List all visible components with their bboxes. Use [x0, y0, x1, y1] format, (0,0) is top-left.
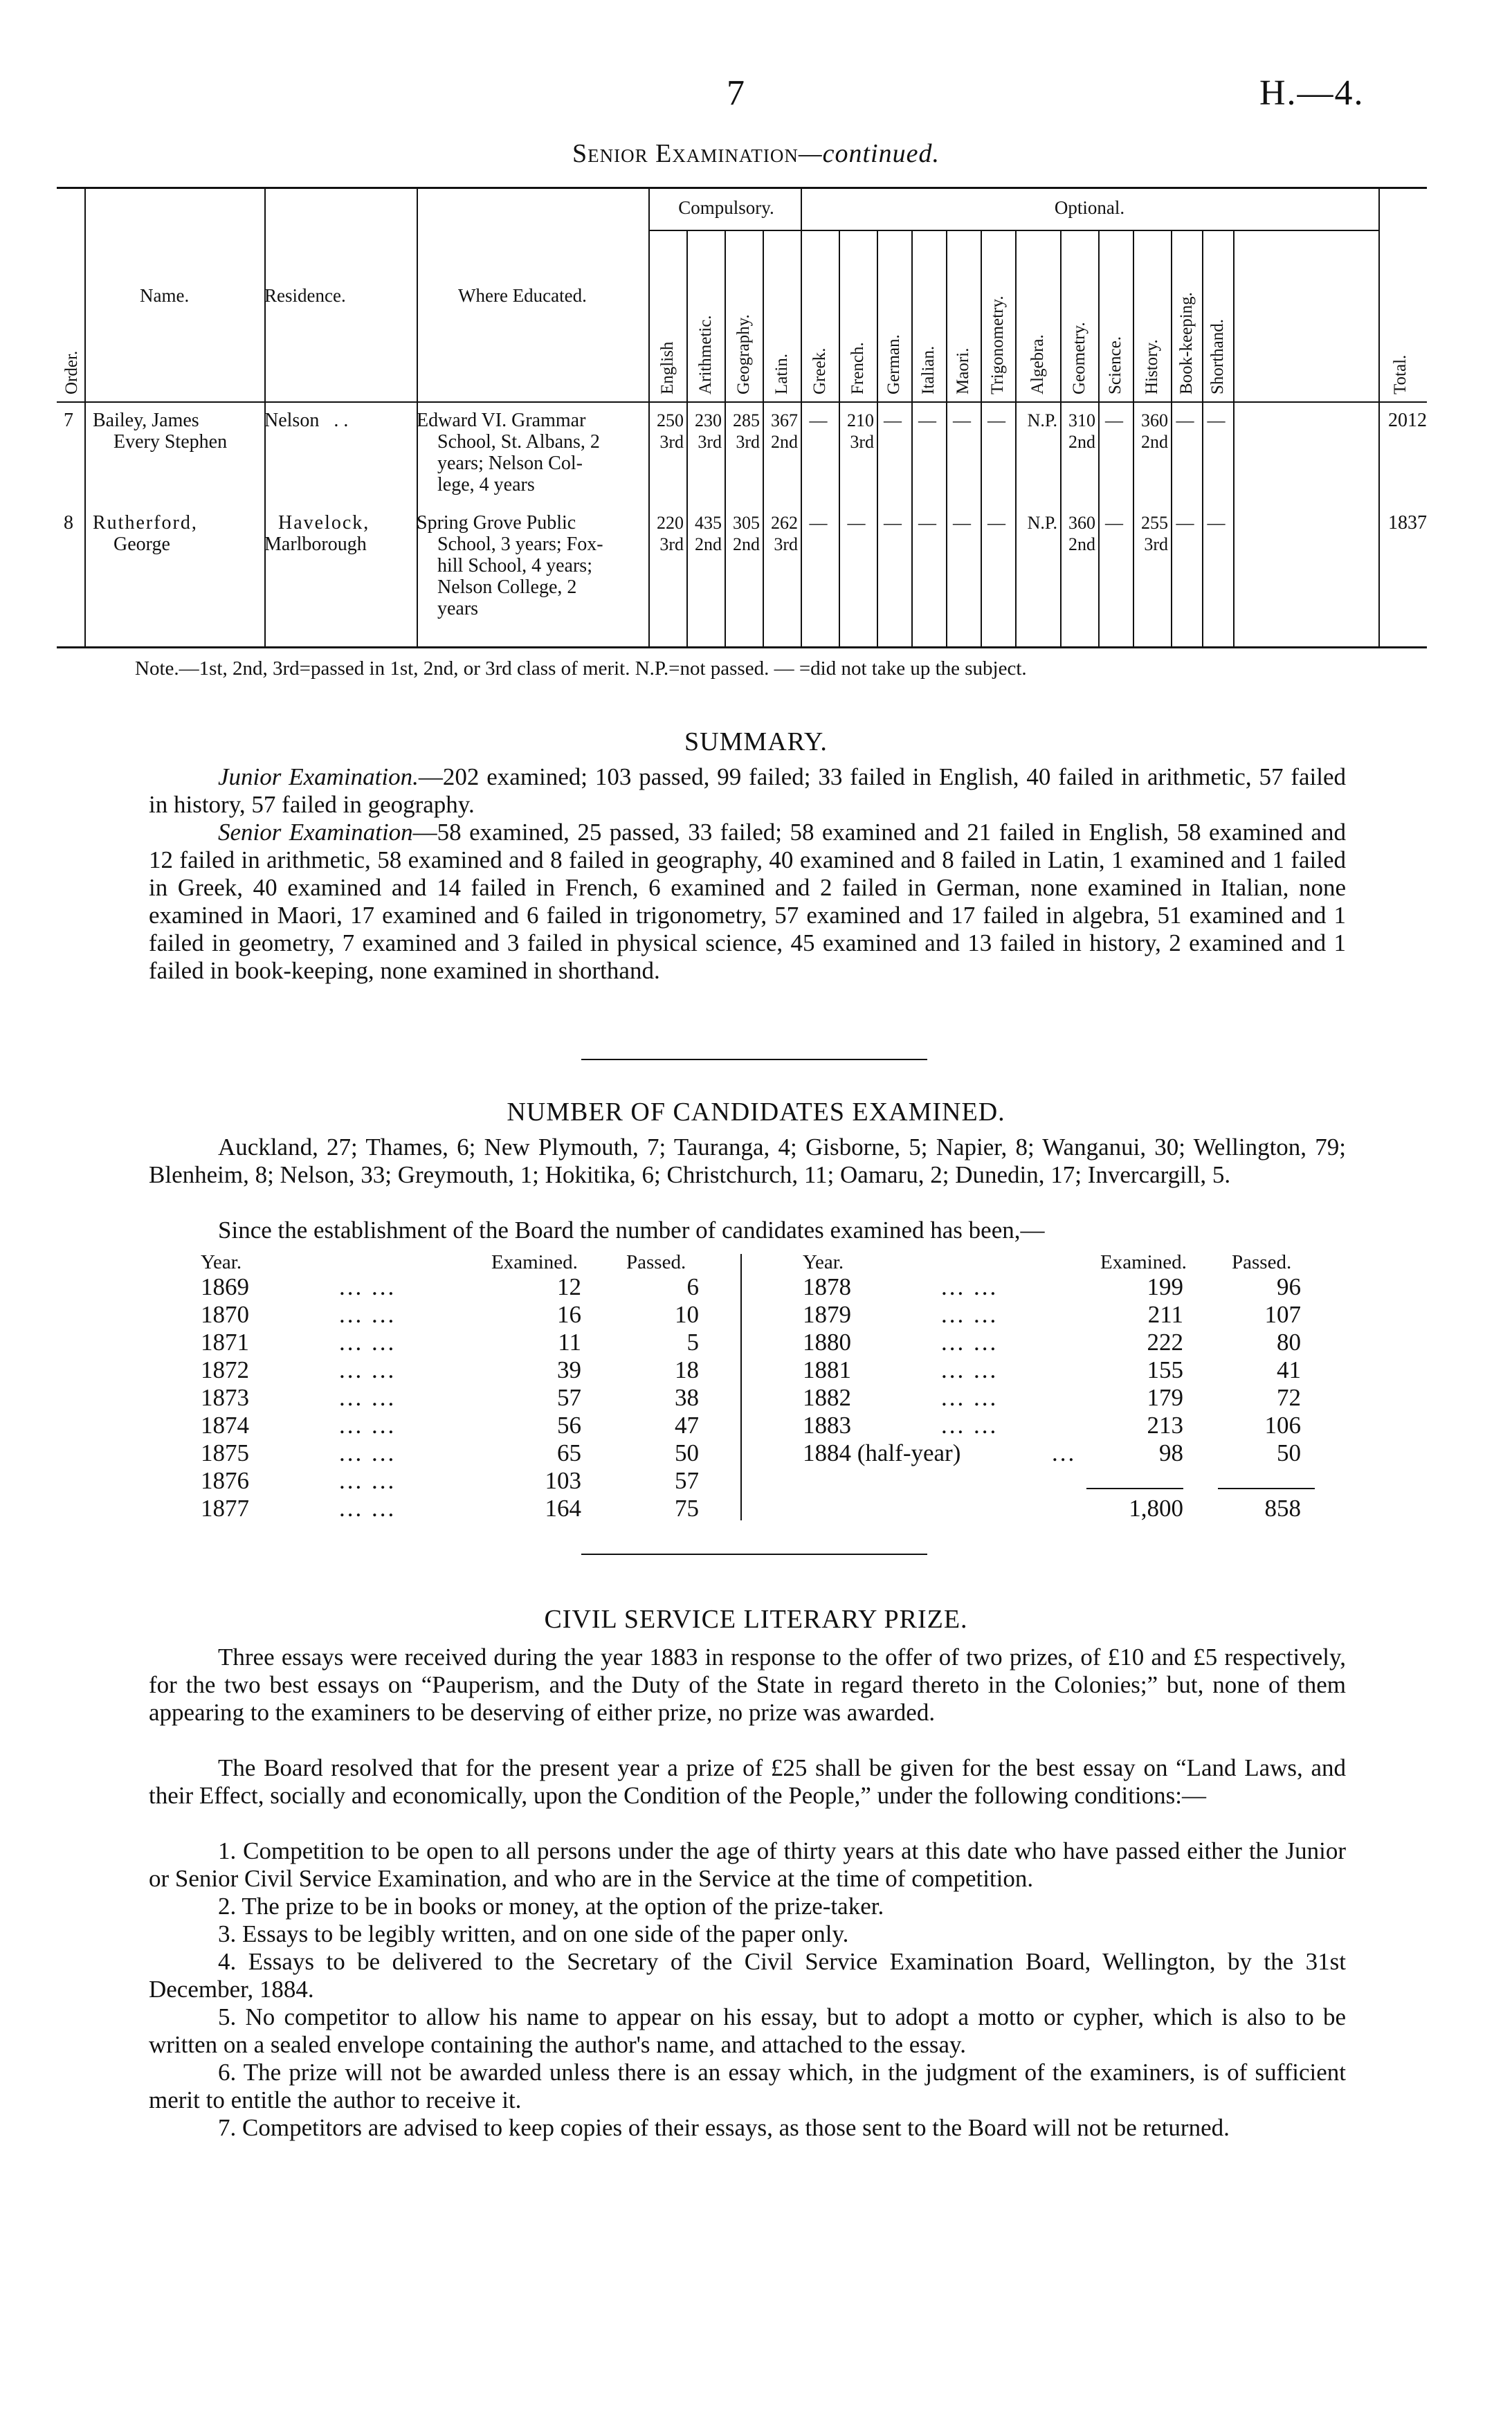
leader-dots: ... ... — [941, 1412, 999, 1439]
mark-cell — [981, 512, 1012, 534]
mark-class: 2nd — [771, 432, 798, 452]
table-row — [201, 1467, 734, 1495]
totals-row — [803, 1495, 1329, 1522]
table-row — [803, 1273, 1329, 1301]
examined: 222 — [1147, 1329, 1183, 1356]
mark-cell — [1098, 512, 1130, 534]
mark-value: — — [1207, 410, 1226, 430]
row-educated — [417, 512, 645, 619]
name-line: Rutherford, — [93, 512, 198, 534]
header-order: Order. — [62, 350, 81, 394]
header-residence: Residence. — [264, 285, 346, 306]
summary-junior — [149, 763, 1346, 819]
mark-value: — — [809, 513, 828, 533]
year: 1873 — [201, 1384, 249, 1411]
mark-class: 3rd — [1144, 534, 1168, 554]
leader-dots: ... ... — [941, 1384, 999, 1411]
column-rule — [946, 231, 947, 646]
table-row — [803, 1329, 1329, 1356]
passed: 18 — [675, 1356, 699, 1383]
col-year: Year. — [803, 1251, 844, 1273]
leader-dots: ... ... — [941, 1356, 999, 1383]
mark-value: 230 — [695, 410, 722, 430]
leader-dots: ... ... — [941, 1301, 999, 1328]
mark-class: 3rd — [659, 432, 684, 452]
senior-examination-table — [57, 187, 1427, 650]
residence-line: Marlborough — [264, 534, 367, 555]
column-rule — [1015, 231, 1017, 646]
educated-line: Spring Grove Public — [417, 512, 576, 534]
mark-value: — — [1176, 513, 1194, 533]
junior-label: Junior Examination. — [218, 763, 419, 790]
passed: 75 — [675, 1495, 699, 1522]
mark-cell — [877, 512, 909, 534]
section-divider — [581, 1554, 927, 1555]
mark-cell — [1060, 512, 1095, 555]
mark-value: 305 — [733, 513, 760, 533]
leader-dots: ... ... — [339, 1495, 397, 1522]
name-line: George — [113, 534, 170, 555]
condition-item: 2. The prize to be in books or money, at the option of the prize-taker. — [218, 1893, 884, 1920]
total-rule-passed — [1218, 1488, 1315, 1489]
table-top-rule — [57, 187, 1427, 189]
header-subject: Science. — [1106, 336, 1124, 394]
summary-heading: SUMMARY. — [684, 727, 828, 756]
educated-line: School, 3 years; Fox- — [437, 534, 603, 555]
year: 1878 — [803, 1273, 851, 1300]
row-residence — [264, 512, 410, 555]
prize-heading: CIVIL SERVICE LITERARY PRIZE. — [544, 1605, 968, 1634]
leader-dots: ... ... — [339, 1329, 397, 1356]
examined: 16 — [557, 1301, 581, 1328]
mark-class: 2nd — [1141, 432, 1168, 452]
header-subject: Shorthand. — [1208, 318, 1227, 394]
year: 1879 — [803, 1301, 851, 1328]
passed: 80 — [1277, 1329, 1301, 1356]
leader-dots: ... ... — [941, 1329, 999, 1356]
row-total: 1837 — [1388, 512, 1427, 534]
mark-cell — [981, 410, 1012, 431]
mark-cell — [801, 410, 836, 431]
year: 1869 — [201, 1273, 249, 1300]
passed: 47 — [675, 1412, 699, 1439]
col-passed: Passed. — [1232, 1251, 1292, 1273]
column-rule — [1378, 187, 1380, 646]
table-row — [201, 1356, 734, 1384]
leader-dots: ... ... — [339, 1412, 397, 1439]
year: 1882 — [803, 1384, 851, 1411]
passed: 38 — [675, 1384, 699, 1411]
leader-dots: ... ... — [339, 1439, 397, 1466]
leader-dots: ... ... — [339, 1356, 397, 1383]
educated-line: hill School, 4 years; — [437, 555, 592, 576]
header-subject: Book-keeping. — [1177, 292, 1196, 394]
year: 1881 — [803, 1356, 851, 1383]
mark-cell — [648, 512, 684, 555]
mark-cell — [686, 410, 722, 453]
column-rule — [1171, 231, 1172, 646]
header-name: Name. — [140, 285, 190, 306]
mark-cell — [946, 512, 978, 534]
header-subject: French. — [848, 342, 867, 394]
mark-value: 250 — [657, 410, 684, 430]
mark-cell — [839, 410, 874, 453]
mark-value: — — [1207, 513, 1226, 533]
row-total: 2012 — [1388, 410, 1427, 431]
table-row — [201, 1495, 734, 1522]
header-where-educated: Where Educated. — [458, 285, 587, 306]
section-divider — [581, 1059, 927, 1060]
passed: 96 — [1277, 1273, 1301, 1300]
examined: 213 — [1147, 1412, 1183, 1439]
column-rule — [877, 231, 878, 646]
table-row — [201, 1439, 734, 1467]
mark-cell — [686, 512, 722, 555]
leader-dots: ... ... — [339, 1467, 397, 1494]
mark-class: 2nd — [733, 534, 760, 554]
candidates-towns: Auckland, 27; Thames, 6; New Plymouth, 7; Tauranga, 4; Gisborne, 5; Napier, 8; Wanganui, 30; Wellington, 79; Blenheim, 8; Nelson, 33; Greymouth, 1; Hokitika, 6; Christchurch, 11; Oamaru, 2; Dunedin, 17; Invercargill, 5. — [149, 1134, 1346, 1188]
table-bottom-rule — [57, 646, 1427, 648]
table-title-main: Senior Examination — [572, 139, 799, 168]
header-total: Total. — [1391, 354, 1410, 394]
examined: 56 — [557, 1412, 581, 1439]
mark-value: 360 — [1141, 410, 1168, 430]
mark-cell — [648, 410, 684, 453]
candidates-table-left — [201, 1251, 734, 1542]
mark-value: N.P. — [1027, 513, 1057, 533]
condition-item: 3. Essays to be legibly written, and on one side of the paper only. — [218, 1920, 849, 1947]
total-examined: 1,800 — [1129, 1495, 1183, 1522]
row-residence: Nelson . . — [264, 410, 349, 431]
mark-value: — — [809, 410, 828, 430]
col-examined: Examined. — [491, 1251, 578, 1273]
examined: 103 — [545, 1467, 581, 1494]
senior-label: Senior Examination — [218, 819, 413, 846]
column-rule — [911, 231, 913, 646]
passed: 72 — [1277, 1384, 1301, 1411]
examined: 11 — [558, 1329, 581, 1356]
examined: 199 — [1147, 1273, 1183, 1300]
passed: 10 — [675, 1301, 699, 1328]
table-row — [201, 1412, 734, 1439]
condition-item: 1. Competition to be open to all persons under the age of thirty years at this date who have passed either the Junior or Senior Civil Service Examination, and who are in the Service at the time of competition. — [149, 1837, 1346, 1892]
year: 1871 — [201, 1329, 249, 1356]
condition-item: 5. No competitor to allow his name to appear on his essay, but to adopt a motto or cypher, which is also to be written on a sealed envelope containing the author's name, and attached to the essay. — [149, 2003, 1346, 2058]
table-row — [201, 1329, 734, 1356]
examined: 57 — [557, 1384, 581, 1411]
junior-text: —202 examined; 103 passed, 99 failed; 33 failed in English, 40 failed in arithmetic, 57 failed in history, 57 failed in geography. — [149, 763, 1346, 818]
mark-cell — [1171, 410, 1199, 431]
mark-class: 2nd — [1068, 534, 1095, 554]
mark-value: — — [847, 513, 866, 533]
candidates-table-right — [803, 1251, 1329, 1542]
mark-value: 435 — [695, 513, 722, 533]
header-optional: Optional. — [1054, 197, 1125, 218]
examined: 211 — [1147, 1301, 1183, 1328]
educated-line: years; Nelson Col- — [437, 453, 583, 474]
mark-class: 3rd — [774, 534, 798, 554]
row-name — [93, 410, 280, 453]
mark-cell — [1015, 512, 1057, 534]
mark-class: 2nd — [1068, 432, 1095, 452]
mark-cell — [801, 512, 836, 534]
row-educated — [417, 410, 645, 495]
mark-cell — [1060, 410, 1095, 453]
mark-cell — [911, 512, 943, 534]
prize-conditions — [149, 1837, 1346, 2142]
mark-value: 210 — [847, 410, 874, 430]
year: 1880 — [803, 1329, 851, 1356]
table-row — [201, 1301, 734, 1329]
table-note: Note.—1st, 2nd, 3rd=passed in 1st, 2nd, or 3rd class of merit. N.P.=not passed. — =did not take up the subject. — [135, 657, 1027, 680]
leader-dots: ... ... — [339, 1301, 397, 1328]
year: 1872 — [201, 1356, 249, 1383]
header-subject: German. — [884, 334, 903, 394]
year: 1876 — [201, 1467, 249, 1494]
passed: 50 — [1277, 1439, 1301, 1466]
senior-text: —58 examined, 25 passed, 33 failed; 58 examined and 21 failed in English, 58 examined and 12 failed in arithmetic, 58 examined and 8 failed in geography, 40 examined and 8 failed in Latin, 1 examined and 1 failed in Greek, 40 examined and 14 failed in French, 6 examined and 2 failed in German, none examined in Italian, none examined in Maori, 17 examined and 6 failed in trigonometry, 57 examined and 17 failed in algebra, 51 examined and 1 failed in geometry, 7 examined and 3 failed in physical science, 45 examined and 13 failed in history, 2 examined and 1 failed in book-keeping, none examined in shorthand. — [149, 819, 1346, 984]
col-passed: Passed. — [626, 1251, 686, 1273]
page-number: 7 — [727, 73, 745, 113]
mark-value: 220 — [657, 513, 684, 533]
col-examined: Examined. — [1100, 1251, 1187, 1273]
header-subject: Geometry. — [1070, 322, 1089, 394]
passed: 107 — [1264, 1301, 1301, 1328]
passed: 41 — [1277, 1356, 1301, 1383]
mark-value: — — [918, 410, 936, 430]
examined: 179 — [1147, 1384, 1183, 1411]
mark-cell — [1133, 410, 1168, 453]
educated-line: Nelson College, 2 — [437, 576, 577, 598]
passed: 57 — [675, 1467, 699, 1494]
condition-item: 6. The prize will not be awarded unless there is an essay which, in the judgment of the examiners, is of sufficient merit to entitle the author to receive it. — [149, 2059, 1346, 2113]
row-order: 7 — [64, 410, 73, 431]
mark-class: 3rd — [698, 432, 722, 452]
column-rule — [1202, 231, 1203, 646]
mark-cell — [763, 512, 798, 555]
year: 1870 — [201, 1301, 249, 1328]
column-rule — [1233, 231, 1235, 646]
header-subject: Arithmetic. — [696, 315, 715, 394]
educated-line: years — [437, 598, 479, 619]
candidates-table-divider — [740, 1254, 742, 1520]
mark-value: — — [884, 410, 902, 430]
table-row — [201, 1384, 734, 1412]
mark-value: 367 — [771, 410, 798, 430]
total-passed: 858 — [1264, 1495, 1301, 1522]
header-bottom-rule — [57, 401, 1427, 403]
header-subject: Greek. — [810, 347, 829, 394]
row-order: 8 — [64, 512, 73, 534]
mark-cell — [1015, 410, 1057, 431]
examined: 65 — [557, 1439, 581, 1466]
passed: 50 — [675, 1439, 699, 1466]
table-title-continued: —continued. — [798, 139, 940, 168]
leader-dots: ... ... — [339, 1273, 397, 1300]
header-subject: Geography. — [734, 314, 753, 394]
mark-cell — [877, 410, 909, 431]
year: 1877 — [201, 1495, 249, 1522]
table-row — [803, 1301, 1329, 1329]
mark-value: — — [1176, 410, 1194, 430]
educated-line: Edward VI. Grammar — [417, 410, 586, 431]
mark-value: 255 — [1141, 513, 1168, 533]
header-subject: Italian. — [919, 345, 938, 394]
table-row — [803, 1412, 1329, 1439]
mark-value: — — [987, 513, 1005, 533]
header-subject: Latin. — [772, 353, 791, 394]
mark-value: N.P. — [1027, 410, 1057, 430]
condition-item: 4. Essays to be delivered to the Secretary of the Civil Service Examination Board, Wellington, by the 31st December, 1884. — [149, 1948, 1346, 2003]
mark-cell — [763, 410, 798, 453]
name-line: Bailey, James — [93, 410, 199, 431]
header-subject: Algebra. — [1028, 334, 1047, 394]
passed: 6 — [686, 1273, 699, 1300]
mark-value: — — [987, 410, 1005, 430]
mark-value: — — [918, 513, 936, 533]
mark-cell — [1133, 512, 1168, 555]
table-row — [803, 1439, 1329, 1467]
header-subject: History. — [1142, 339, 1161, 394]
residence-line: Havelock, — [278, 512, 370, 534]
candidates-intro: Since the establishment of the Board the number of candidates examined has been,— — [218, 1217, 1045, 1244]
passed: 5 — [686, 1329, 699, 1356]
leader-dots: ... — [1052, 1439, 1077, 1466]
table-row — [803, 1384, 1329, 1412]
header-subject: Trigonometry. — [988, 295, 1007, 394]
condition-item: 7. Competitors are advised to keep copies of their essays, as those sent to the Board will not be returned. — [218, 2114, 1230, 2141]
mark-cell — [911, 410, 943, 431]
candidates-heading: NUMBER OF CANDIDATES EXAMINED. — [507, 1098, 1005, 1127]
leader-dots: ... ... — [941, 1273, 999, 1300]
mark-value: — — [884, 513, 902, 533]
row-name — [93, 512, 280, 555]
examined: 39 — [557, 1356, 581, 1383]
mark-class: 3rd — [850, 432, 874, 452]
mark-value: 310 — [1068, 410, 1095, 430]
year: 1875 — [201, 1439, 249, 1466]
educated-line: School, St. Albans, 2 — [437, 431, 600, 453]
mark-cell — [946, 410, 978, 431]
examined: 12 — [557, 1273, 581, 1300]
mark-value: — — [953, 410, 971, 430]
total-rule-examined — [1086, 1488, 1183, 1489]
group-rule — [648, 230, 1378, 231]
document-reference: H.—4. — [1259, 73, 1365, 113]
mark-cell — [725, 512, 760, 555]
table-row — [803, 1356, 1329, 1384]
mark-class: 3rd — [736, 432, 760, 452]
header-subject: English — [658, 341, 677, 394]
examined: 164 — [545, 1495, 581, 1522]
mark-value: 360 — [1068, 513, 1095, 533]
prize-para-2: The Board resolved that for the present year a prize of £25 shall be given for the best essay on “Land Laws, and their Effect, socially and economically, upon the Condition of the People,” under the following conditions:— — [149, 1754, 1346, 1809]
mark-value: 285 — [733, 410, 760, 430]
mark-value: — — [1105, 410, 1123, 430]
mark-cell — [1202, 410, 1230, 431]
mark-value: 262 — [771, 513, 798, 533]
year: 1874 — [201, 1412, 249, 1439]
mark-value: — — [953, 513, 971, 533]
column-rule — [1098, 231, 1100, 646]
mark-class: 3rd — [659, 534, 684, 554]
col-year: Year. — [201, 1251, 242, 1273]
leader-dots: ... ... — [339, 1384, 397, 1411]
prize-para-1: Three essays were received during the year 1883 in response to the offer of two prizes, of £10 and £5 respectively, for the two best essays on “Pauperism, and the Duty of the State in regard thereto in the Colonies;” but, none of them appearing to the examiners to be deserving of either prize, no prize was awarded. — [149, 1644, 1346, 1726]
mark-cell — [1171, 512, 1199, 534]
table-row — [201, 1273, 734, 1301]
mark-cell — [839, 512, 874, 534]
mark-value: — — [1105, 513, 1123, 533]
year: 1883 — [803, 1412, 851, 1439]
mark-cell — [1098, 410, 1130, 431]
examined: 155 — [1147, 1356, 1183, 1383]
passed: 106 — [1264, 1412, 1301, 1439]
year: 1884 (half-year) — [803, 1439, 961, 1466]
mark-cell — [1202, 512, 1230, 534]
header-subject: Maori. — [954, 347, 972, 394]
column-rule — [84, 187, 86, 646]
educated-line: lege, 4 years — [437, 474, 535, 495]
mark-class: 2nd — [695, 534, 722, 554]
column-rule — [981, 231, 982, 646]
table-title — [0, 138, 1512, 169]
mark-cell — [725, 410, 760, 453]
header-compulsory: Compulsory. — [678, 197, 774, 218]
name-line: Every Stephen — [113, 431, 228, 453]
examined: 98 — [1159, 1439, 1183, 1466]
summary-senior — [149, 819, 1346, 985]
